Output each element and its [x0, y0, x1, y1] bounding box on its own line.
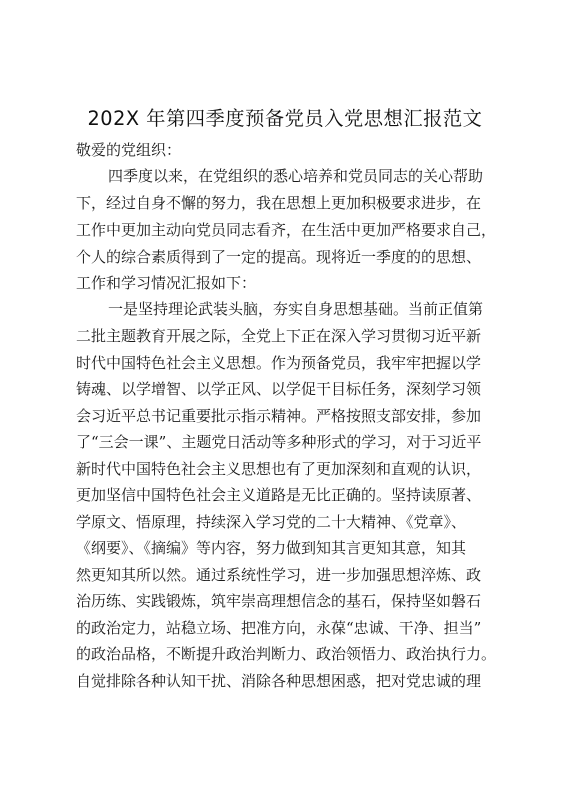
body-line: 会习近平总书记重要批示指示精神。严格按照支部安排，参加 — [76, 407, 482, 425]
document-title: 202X 年第四季度预备党员入党思想汇报范文 — [87, 107, 483, 130]
body-line: 工作和学习情况汇报如下： — [76, 274, 257, 292]
salutation: 敬爱的党组织： — [76, 141, 182, 159]
body-line: 然更知其所以然。通过系统性学习，进一步加强思想淬炼、政 — [76, 566, 482, 584]
body-line: 二批主题教育开展之际，全党上下正在深入学习贯彻习近平新 — [76, 327, 482, 345]
body-line: 的政治品格，不断提升政治判断力、政治领悟力、政治执行力。 — [76, 645, 497, 663]
body-line: 治历练、实践锻炼，筑牢崇高理想信念的基石，保持坚如磐石 — [76, 592, 482, 610]
body-line: 更加坚信中国特色社会主义道路是无比正确的。坚持读原著、 — [76, 486, 482, 504]
body-line: 时代中国特色社会主义思想。作为预备党员，我牢牢把握以学 — [76, 354, 482, 372]
body-line: 下，经过自身不懈的努力，我在思想上更加积极要求进步，在 — [76, 194, 482, 212]
body-line: 自觉排除各种认知干扰、消除各种思想困惑，把对党忠诚的理 — [76, 672, 482, 690]
body-line: 了“三会一课”、主题党日活动等多种形式的学习，对于习近平 — [76, 433, 482, 451]
body-line: 一是坚持理论武装头脑，夯实自身思想基础。当前正值第 — [108, 300, 484, 318]
body-line: 新时代中国特色社会主义思想也有了更加深刻和直观的认识， — [76, 460, 482, 478]
body-line: 的政治定力，站稳立场、把准方向，永葆“忠诚、干净、担当” — [76, 619, 482, 637]
body-line: 《纲要》、《摘编》等内容，努力做到知其言更知其意，知其 — [76, 539, 467, 557]
body-line: 学原文、悟原理，持续深入学习党的二十大精神、《党章》、 — [76, 513, 467, 531]
body-line: 四季度以来，在党组织的悉心培养和党员同志的关心帮助 — [108, 167, 484, 185]
body-line: 工作中更加主动向党员同志看齐，在生活中更加严格要求自己， — [76, 221, 497, 239]
body-line: 铸魂、以学增智、以学正风、以学促干目标任务，深刻学习领 — [76, 380, 482, 398]
body-line: 个人的综合素质得到了一定的提高。现将近一季度的的思想、 — [76, 248, 482, 266]
